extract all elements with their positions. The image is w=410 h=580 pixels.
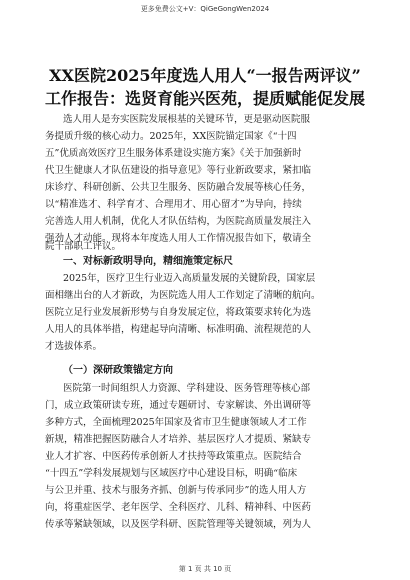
section-1-sub-line: 新规，精准把握医防融合人才培养、基层医疗人才提质、紧缺专: [45, 434, 312, 445]
section-1-sub-line: 多种方式，全面梳理2025年国家及省市卫生健康领域人才工作: [45, 417, 307, 428]
intro-line: 代卫生健康人才队伍建设的指导意见》等行业新政要求，紧扣临: [45, 165, 312, 176]
section-1-sub-line: “十四五”学科发展规划与区域医疗中心建设目标，明确“临床: [45, 468, 298, 479]
header-note: 更多免费公文+V：QiGeGongWen2024: [140, 5, 270, 13]
intro-line: 床诊疗、科研创新、公共卫生服务、医防融合发展等核心任务，: [45, 182, 312, 193]
intro-line: 强劲人才动能。现将本年度选人用人工作情况报告如下，敬请全: [45, 233, 312, 244]
page-footer: 第 1 页 共 10 页: [178, 565, 232, 573]
section-1-line: 医院立足行业发展新形势与自身发展定位，将政策要求转化为选: [45, 307, 312, 318]
section-1-sub-line: 向，将重症医学、老年医学、全科医疗、儿科、精神科、中医药: [45, 502, 312, 513]
intro-line-last: 院干部职工评议。: [45, 241, 122, 252]
section-1-line: 才选拔体系。: [45, 341, 103, 352]
section-1-line: 面相继出台的人才新政，为医院选人用人工作划定了清晰的航向。: [45, 290, 321, 301]
section-1-sub-line: 医院第一时间组织人力资源、学科建设、医务管理等核心部: [63, 383, 311, 394]
intro-line: 务提质升级的核心动力。2025年，XX医院锚定国家《“十四: [45, 131, 297, 142]
section-1-sub-line: 与公卫并重、技术与服务齐抓、创新与传承同步”的选人用人方: [45, 485, 307, 496]
section-1-sub-heading: （一）深研政策锚定方向: [63, 365, 173, 376]
document-title-line-1: XX医院2025年度选人用人“一报告两评议”: [49, 66, 361, 85]
section-1-sub-line: 业人才扩容、中医药传承创新人才扶持等政策重点。医院结合: [45, 451, 302, 462]
intro-line: 五”优质高效医疗卫生服务体系建设实施方案》《关于加强新时: [45, 148, 302, 159]
section-1-heading: 一、对标新政明导向，精细施策定标尺: [63, 256, 233, 267]
section-1-sub-line: 门，成立政策研读专班，通过专题研讨、专家解读、外出调研等: [45, 400, 312, 411]
section-1-sub-line: 传承等紧缺领域，以及医学科研、医院管理等关键领域，列为人: [45, 519, 312, 530]
intro-line: 完善选人用人机制，优化人才队伍结构，为医院高质量发展注入: [45, 216, 312, 227]
intro-line: 以“精准选才、科学育才、合理用才、用心留才”为导向，持续: [45, 199, 302, 210]
intro-line: 选人用人是夯实医院发展根基的关键环节，更是驱动医院服: [63, 114, 311, 125]
section-1-line: 人用人的具体举措，构建起导向清晰、标准明确、流程规范的人: [45, 324, 312, 335]
document-title-line-2: 工作报告：选贤育能兴医苑，提质赋能促发展: [44, 89, 365, 108]
section-1-line: 2025年，医疗卫生行业迈入高质量发展的关键阶段，国家层: [63, 273, 316, 284]
